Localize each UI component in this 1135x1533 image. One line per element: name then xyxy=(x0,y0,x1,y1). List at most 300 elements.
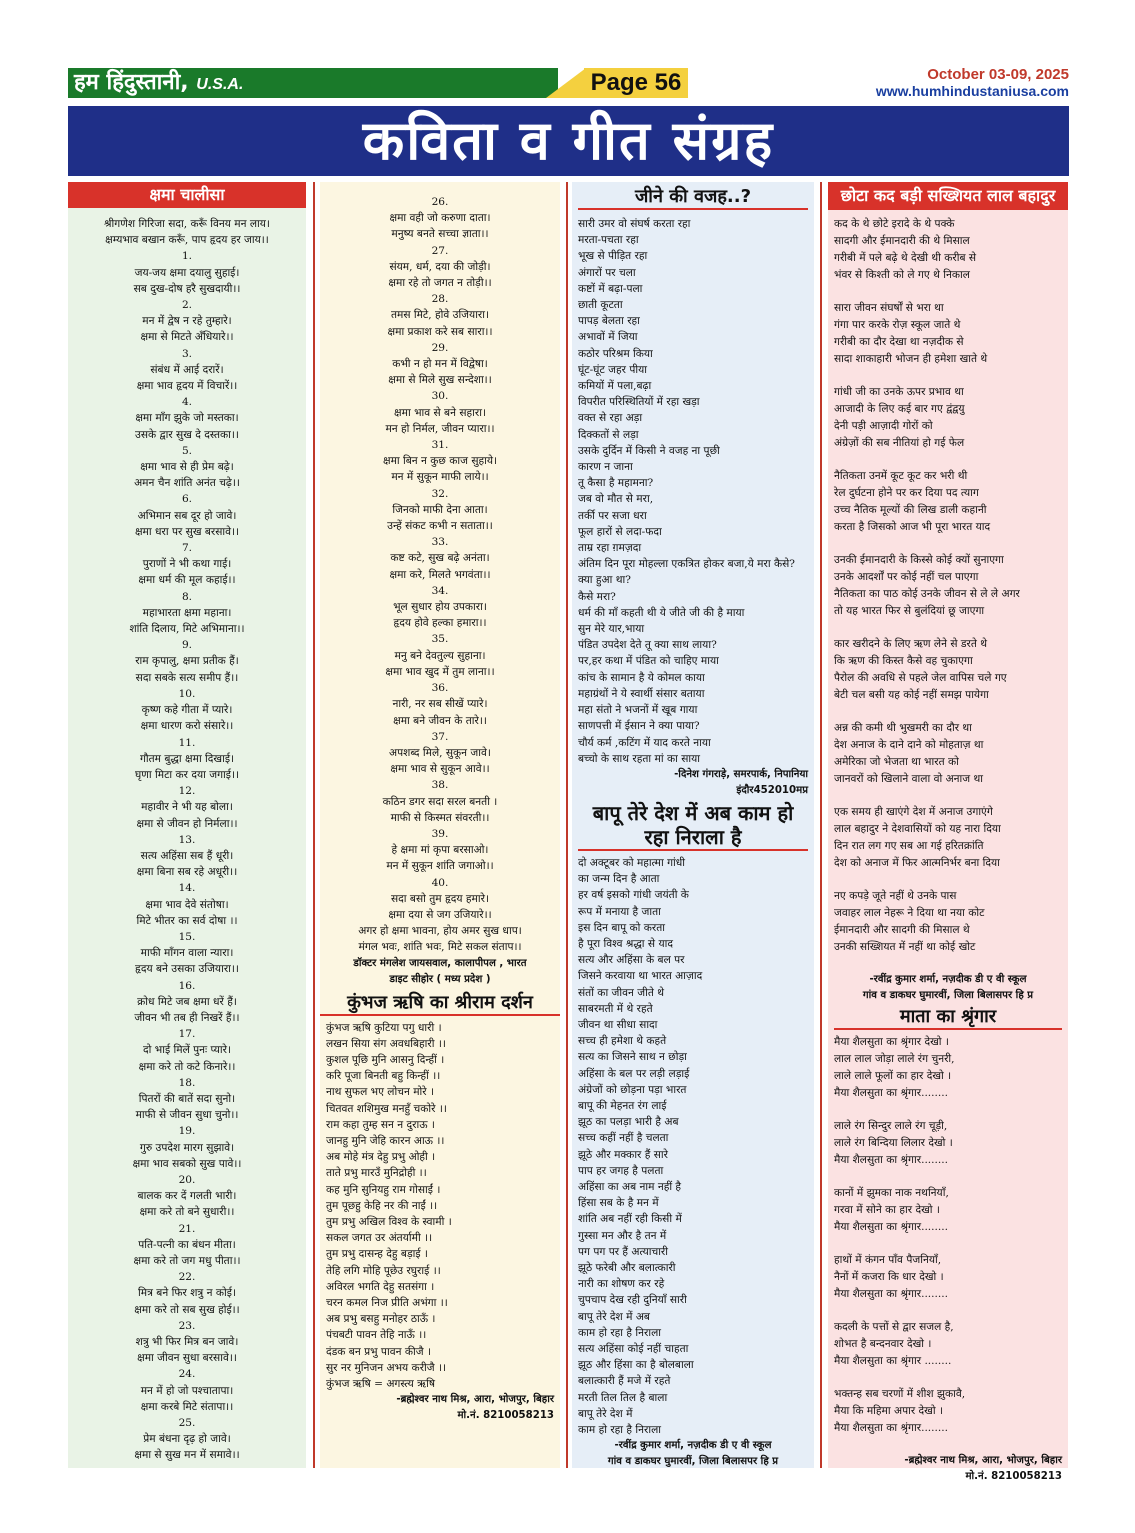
poem-line: संतों का जीवन जीते थे xyxy=(578,986,665,999)
poem-line: महाग्रंथों ने ये स्वार्थी संसार बताया xyxy=(578,687,705,700)
verse-line: क्षमा करे तो सब सुख होई।। xyxy=(134,1303,240,1316)
poem-intro xyxy=(68,216,306,248)
poem-line: विपरीत परिस्थितियों में रहा खड़ा xyxy=(578,396,700,409)
poem-line: अविरल भगति देहु सतसंगा । xyxy=(326,1280,435,1293)
stanza-number: 25. xyxy=(178,1417,196,1430)
poem-line: तेहि लगि मोहि पूछेउ रघुराई ।। xyxy=(326,1264,441,1277)
poem-line: कांच के सामान है ये कोमल काया xyxy=(578,671,705,684)
verse-line: श्रीगणेश गिरिजा सदा, करूँ विनय मन लाय। xyxy=(104,218,270,230)
poem-line: दो अक्टूबर को महात्मा गांधी xyxy=(578,856,686,869)
poem-title: माता का श्रृंगार xyxy=(834,1006,1062,1030)
poem-line: बच्चो के साथ रहता मां का साया xyxy=(578,752,701,765)
verse-line: माफी से जीवन सुधा चुनो।। xyxy=(135,1109,239,1122)
poem-line: छाती कूटता xyxy=(578,299,623,312)
verse-line: क्षमा माँग झुके जो मस्तका। xyxy=(135,412,239,425)
poem-line: तो यह भारत फिर से बुलंदियां छू जाएगा xyxy=(834,605,985,617)
verse-line: कष्ट कटे, सुख बढ़े अनंता। xyxy=(390,552,490,565)
poem-line: मैया शैलसुता का श्रृंगार........ xyxy=(834,1288,949,1300)
poem-lines xyxy=(572,855,814,1438)
verse-line: सत्य अहिंसा सब हैं धूरी। xyxy=(140,849,234,862)
verse-line: हृदय होवे हल्का हमारा।। xyxy=(393,617,487,630)
stanza-list xyxy=(68,248,306,1463)
verse-line: सब दुख-दोष हरै सुखदायी।। xyxy=(133,282,241,295)
stanza-number: 28. xyxy=(431,293,449,306)
verse-line: क्षमा से सुख मन में समावे।। xyxy=(134,1449,240,1462)
verse-line: जय-जय क्षमा दयालु सुहाई। xyxy=(134,266,240,279)
dateline xyxy=(876,66,1069,99)
poem-line: महा संतो ने भजनों में खूब गाया xyxy=(578,704,698,717)
poem-line: पाप हर जगह है पलता xyxy=(578,1164,664,1177)
poem-line: लाले रंग बिन्दिया लिलार देखो । xyxy=(834,1137,953,1149)
poem-line: कि ऋण की किस्त कैसे वह चुकाएगा xyxy=(834,655,973,667)
poem-credit xyxy=(572,767,814,799)
stanza xyxy=(834,720,1062,788)
stanza xyxy=(834,1386,1062,1437)
poem-line: दंडक बन प्रभु पावन कीजै । xyxy=(326,1345,431,1358)
poem-line: चुपचाप देख रही दुनियाँ सारी xyxy=(578,1294,687,1307)
verse-line: क्षमा भाव से सुकून आवे।। xyxy=(390,763,490,776)
poem-line: देनी पड़ी आज़ादी गोरों को xyxy=(834,420,933,432)
poem-line: भंवर से किश्ती को ले गए थे निकाल xyxy=(834,269,970,281)
section-title: कविता व गीत संग्रह xyxy=(362,109,775,172)
verse-line: मन में सुकून माफी लाये।। xyxy=(391,471,489,484)
stanza-number: 39. xyxy=(431,827,449,840)
page-number: Page 56 xyxy=(584,68,688,98)
poem-line: चरन कमल निज प्रीति अभंगा ।। xyxy=(326,1297,448,1309)
poem-lines xyxy=(320,1020,560,1393)
poem-line: साणपत्ती में ईसान ने क्या पाया? xyxy=(578,720,700,733)
credit-line: इंदौर452010मप्र xyxy=(736,784,808,796)
stanza xyxy=(834,1118,1062,1169)
verse-line: क्षमा से मिटते अँधियारे।। xyxy=(140,331,234,344)
poem-line: मैया शैलसुता का श्रृंगार........ xyxy=(834,1087,949,1099)
stanza xyxy=(834,552,1062,620)
verse-line: संबंध में आई दरारें। xyxy=(150,363,224,376)
verse-line: क्षमा धर्म की मूल कहाई।। xyxy=(138,574,236,587)
poem-line: कष्टों में बढ़ा-पला xyxy=(578,282,643,295)
poem-line: ताते प्रभु मारउँ मुनिद्रोही ।। xyxy=(326,1167,427,1180)
poem-line: सारी उमर वो संघर्ष करता रहा xyxy=(578,218,691,230)
verse-line: क्षमा प्रकाश करे सब सारा।। xyxy=(387,325,493,338)
poem-credit xyxy=(320,956,560,988)
verse-line: हृदय बने उसका उजियारा।। xyxy=(135,963,239,976)
stanza-list xyxy=(320,194,560,923)
credit-line: -रवींद्र कुमार शर्मा, नज़दीक डी ए वी स्कूल xyxy=(869,974,1027,985)
stanza-number: 26. xyxy=(431,196,449,208)
poem-line: घूंट-घूंट जहर पीया xyxy=(578,363,647,376)
verse-line: अभिमान सब दूर हो जावे। xyxy=(137,509,237,522)
poem-line: सादा शाकाहारी भोजन ही हमेशा खाते थे xyxy=(834,353,988,365)
poem-line: उसके दुर्दिन में किसी ने वजह ना पूछी xyxy=(578,444,720,457)
poem-line: कारण न जाना xyxy=(578,461,633,474)
poem-title: कुंभज ऋषि का श्रीराम दर्शन xyxy=(320,992,560,1016)
verse-line: कठिन डगर सदा सरल बनती । xyxy=(382,795,498,808)
verse-line: क्षमा भाव सबको सुख पावे।। xyxy=(132,1157,242,1170)
verse-line: क्षमा धरा पर सुख बरसावे।। xyxy=(134,525,240,538)
verse-line: प्रेम बंधना दृढ़ हो जावे। xyxy=(143,1433,231,1446)
verse-line: क्षम्यभाव बखान करूँ, पाप हृदय हर जाय।। xyxy=(105,234,269,247)
poem-line: झूठे और मक्कार हैं सारे xyxy=(578,1148,668,1161)
poem-line: मैया शैलसुता का श्रृंगार........ xyxy=(834,1422,949,1434)
poem-line: नैनों में कजरा कि धार देखो । xyxy=(834,1271,944,1283)
credit-line: -दिनेश गंगराड़े, समरपार्क, निपानिया xyxy=(674,768,808,780)
poem-line: सच्च ही हमेशा थे कहते xyxy=(578,1035,667,1048)
poem-line: उनकी ईमानदारी के किस्से कोई क्यों सुनाएगा xyxy=(834,554,1004,566)
stanza-number: 40. xyxy=(431,876,449,889)
verse-line: पुराणों ने भी कथा गाई। xyxy=(142,558,232,571)
poem-line: पग पग पर हैं अत्याचारी xyxy=(578,1245,669,1258)
poem-line: जवाहर लाल नेहरू ने दिया था नया कोट xyxy=(834,907,985,919)
stanza-number: 38. xyxy=(431,779,449,792)
poem-line: गरीबी में पले बढ़े थे देखी थी करीब से xyxy=(834,252,977,264)
poem-line: अंग्रेजों को छोड़ना पड़ा भारत xyxy=(578,1083,687,1096)
poem-line: कैसे मरा? xyxy=(578,590,616,603)
verse-line: संयम, धर्म, दया की जोड़ी। xyxy=(389,260,491,273)
poem-line: कुशल पूछि मुनि आसनु दिन्हीं । xyxy=(326,1053,445,1066)
stanza-number: 6. xyxy=(181,493,193,506)
stanza xyxy=(834,1034,1062,1102)
verse-line: मंगल भवः, शांति भवः, मिटे सकल संताप।। xyxy=(358,941,522,954)
poem-credit xyxy=(572,1438,814,1470)
stanza-number: 30. xyxy=(431,390,449,403)
stanza-number: 23. xyxy=(178,1319,196,1332)
poem-line: बापू की मेहनत रंग लाई xyxy=(578,1099,667,1112)
poem-line: अब प्रभु बसहु मनोहर ठाऊँ । xyxy=(326,1313,436,1326)
poem-lines xyxy=(572,216,814,767)
stanza-number: 20. xyxy=(178,1173,196,1186)
verse-line: क्षमा वही जो करुणा दाता। xyxy=(389,212,491,225)
poem-line: गरीबी का दौर देखा था नज़दीक से xyxy=(834,336,964,348)
poem-line: ताम्र रहा ग़मज़दा xyxy=(578,542,642,555)
poem-line: चौर्य कर्म ,कटिंग में याद करते नाया xyxy=(578,736,711,749)
poem-line: नैतिकता उनमें कूट कूट कर भरी थी xyxy=(834,470,968,482)
poem-line: झूठ का पलड़ा भारी है अब xyxy=(578,1116,679,1129)
poem-line: तर्की पर सजा धरा xyxy=(578,509,647,522)
newspaper-name-suffix: U.S.A. xyxy=(196,76,244,93)
poem-line: जानवरों को खिलाने वाला वो अनाज था xyxy=(834,773,984,785)
poem-line: अंग्रेज़ों की सब नीतियां हो गई फेल xyxy=(834,437,965,449)
poem-line: गुस्सा मन और है तन में xyxy=(578,1229,667,1242)
poem-line: पैरोल की अवधि से पहले जेल वापिस चले गए xyxy=(834,672,1007,684)
poem-title: जीने की वजह..? xyxy=(578,186,808,210)
poem-line: नारी का शोषण कर रहे xyxy=(578,1278,665,1291)
poem-line: कानों में झुमका नाक नथनियाँ, xyxy=(834,1187,949,1199)
poem-line: तू कैसा है महामना? xyxy=(578,477,654,490)
stanza xyxy=(834,804,1062,872)
poem-line: तुम प्रभु अखिल विश्व के स्वामी । xyxy=(326,1215,452,1228)
stanza-number: 32. xyxy=(431,487,449,500)
verse-line: गौतम बुद्धा क्षमा दिखाई। xyxy=(139,752,235,765)
poem-line: तुम प्रभु दासन्ह देहु बड़ाई । xyxy=(326,1248,428,1261)
poem-line: उनके आदर्शों पर कोई नहीं चल पाएगा xyxy=(834,571,979,583)
poem-line: गरवा में सोने का हार देखो । xyxy=(834,1204,940,1216)
poem-line: हिंसा सब के है मन में xyxy=(578,1197,659,1210)
column-divider xyxy=(566,182,568,1468)
credit-line: डाइट सीहोर ( मध्य प्रदेश ) xyxy=(389,973,491,985)
poem-line: धर्म की माँ कहती थी ये जीते जी की है माया xyxy=(578,606,745,619)
stanza-number: 27. xyxy=(431,244,449,257)
poem-line: जानहु मुनि जेहि कारन आऊ ।। xyxy=(326,1134,445,1147)
poem-line: ईमानदारी और सादगी की मिसाल थे xyxy=(834,924,970,936)
poem-line: लाले रंग सिन्दुर लाले रंग चूड़ी, xyxy=(834,1120,948,1132)
poem-line: जब वो मौत से मरा, xyxy=(578,493,654,506)
poem-line: हर वर्ष इसको गांधी जयंती के xyxy=(578,889,689,902)
stanza-number: 33. xyxy=(431,536,449,549)
issue-date: October 03-09, 2025 xyxy=(927,66,1069,83)
poem-line: मैया शैलसुता का श्रृंगार देखो । xyxy=(834,1036,949,1048)
poem-line: कद के थे छोटे इरादे के थे पक्के xyxy=(834,218,955,230)
newspaper-name xyxy=(68,68,558,98)
verse-line: माफी माँगन वाला न्यारा। xyxy=(140,947,234,960)
poem-line: अंगारों पर चला xyxy=(578,266,636,279)
credit-line: डॉक्टर मंगलेश जायसवाल, कालापीपल , भारत xyxy=(353,957,527,969)
poem-line: कह मुनि सुनियहु राम गोसाईं । xyxy=(326,1183,441,1196)
poem-line: करता है जिसको आज भी पूरा भारत याद xyxy=(834,521,991,533)
poem-line: सारा जीवन संघर्षों से भरा था xyxy=(834,302,944,314)
newspaper-name-text: हम हिंदुस्तानी, xyxy=(74,70,189,95)
poem-line: अब मोहे मंत्र देहु प्रभु ओही । xyxy=(326,1151,436,1164)
stanza-number: 15. xyxy=(178,930,196,943)
verse-line: कभी न हो मन में विद्वेषा। xyxy=(392,358,488,371)
verse-line: क्षमा जीवन सुधा बरसावे।। xyxy=(137,1352,237,1365)
verse-line: क्षमा करे तो कटे किनारे।। xyxy=(138,1060,236,1073)
stanza-number: 14. xyxy=(178,882,196,895)
verse-line: सदा बसो तुम हृदय हमारे। xyxy=(391,892,489,905)
verse-line: क्षमा से जीवन हो निर्मला।। xyxy=(136,817,238,830)
poem-line: सत्य अहिंसा कोई नहीं चाहता xyxy=(578,1343,689,1355)
poem-line: फूल हारों से लदा-फदा xyxy=(578,525,662,538)
verse-line: नारी, नर सब सीखें प्यारे। xyxy=(392,698,488,711)
poem-line: अंतिम दिन पूरा मोहल्ला एकत्रित होकर बजा,ये मरा कैसे? xyxy=(578,558,795,571)
poem-line: इस दिन बापू को करता xyxy=(578,921,666,934)
poem-line: कमियों में पला,बढ़ा xyxy=(578,380,652,393)
poem-line: झूठ और हिंसा का है बोलबाला xyxy=(578,1359,694,1372)
poem-line: रूप में मनाया है जाता xyxy=(578,905,661,918)
poem-line: वक्त से रहा अड़ा xyxy=(578,412,643,425)
credit-line: गांव व डाकघर घुमारवीं, जिला बिलासपर हि प्र xyxy=(607,1456,779,1468)
verse-line: शत्रु भी फिर मित्र बन जावे। xyxy=(135,1336,239,1349)
column-divider xyxy=(313,182,315,1468)
credit-line: मो.नं. 8210058213 xyxy=(457,1410,554,1422)
poem-line: कठोर परिश्रम किया xyxy=(578,347,653,360)
verse-line: महावीर ने भी यह बोला। xyxy=(141,801,233,814)
poem-line: बापू तेरे देश में अब xyxy=(578,1310,650,1323)
verse-line: मन में द्वेष न रहे तुम्हारे। xyxy=(142,315,232,328)
poem-closing xyxy=(320,923,560,955)
poem-line: उनकी सख्शियत में नहीं था कोई खोट xyxy=(834,941,976,953)
poem-line: अहिंसा के बल पर लड़ी लड़ाई xyxy=(578,1067,690,1080)
verse-line: जीवन भी तब ही निखरें हैं।। xyxy=(134,1011,240,1024)
poem-line: उच्च नैतिक मूल्यों की लिख डाली कहानी xyxy=(834,504,987,516)
stanza-number: 1. xyxy=(181,250,193,263)
poem-title: छोटा कद बड़ी सख्शियत लाल बहादुर xyxy=(828,182,1068,210)
stanza-number: 29. xyxy=(431,341,449,354)
poem-line: दिक्कतों से लड़ा xyxy=(578,428,639,441)
poem-line: नैतिकता का पाठ कोई उनके जीवन से ले ले अगर xyxy=(834,588,1020,600)
stanza-number: 21. xyxy=(178,1222,196,1235)
poem-credit xyxy=(828,972,1068,1004)
verse-line: सदा सबके सत्य समीप हैं।। xyxy=(135,671,239,684)
verse-line: शांति दिलाय, मिटे अभिमाना।। xyxy=(129,623,245,636)
website-link[interactable]: www.humhindustaniusa.com xyxy=(875,83,1069,99)
verse-line: गुरु उपदेश मारग सुझावे। xyxy=(139,1141,235,1154)
verse-line: मित्र बने फिर शत्रु न कोई। xyxy=(138,1287,236,1300)
stanza xyxy=(834,384,1062,452)
stanza-number: 37. xyxy=(431,730,449,743)
verse-line: घृणा मिटा कर दया जगाई।। xyxy=(134,768,240,781)
verse-line: अगर हो क्षमा भावना, होय अमर सुख धाप। xyxy=(358,925,522,938)
poem-line: राम कहा तुम्ह सन न दुराऊ । xyxy=(326,1118,435,1131)
poem-line: हाथों में कंगन पाँव पैजनियाँ, xyxy=(834,1254,942,1266)
verse-line: उन्हें संकट कभी न सताता।। xyxy=(387,520,493,533)
verse-line: माफी से किस्मत संवरती।। xyxy=(390,811,490,824)
verse-line: मन हो निर्मल, जीवन प्यारा।। xyxy=(385,422,495,435)
stanza xyxy=(834,1319,1062,1370)
credit-line: -ब्रह्मेश्वर नाथ मिश्र, आरा, भोजपुर, बिहार xyxy=(904,1455,1062,1466)
stanza-number: 5. xyxy=(181,444,193,457)
stanza xyxy=(834,300,1062,368)
poem-line: गांधी जी का उनके ऊपर प्रभाव था xyxy=(834,386,964,398)
stanza xyxy=(834,888,1062,956)
credit-line: मो.नं. 8210058213 xyxy=(965,1471,1062,1482)
verse-line: राम कृपालु, क्षमा प्रतीक हैं। xyxy=(135,655,239,668)
poem-stanzas xyxy=(828,1034,1068,1453)
stanza-number: 4. xyxy=(181,396,193,409)
column-jeene-ki-vajah xyxy=(572,182,814,1468)
poem-line: मैया शैलसुता का श्रृंगार........ xyxy=(834,1221,949,1233)
verse-line: क्षमा भाव से ही प्रेम बढ़े। xyxy=(140,461,234,474)
column-lal-bahadur xyxy=(828,182,1068,1482)
poem-line: सत्य और अहिंसा के बल पर xyxy=(578,954,685,967)
poem-credit xyxy=(828,1453,1068,1485)
stanza xyxy=(834,216,1062,284)
stanza-number: 36. xyxy=(431,682,449,695)
verse-line: क्षमा बिन न कुछ काज सुहाये। xyxy=(382,455,498,468)
poem-line: आजादी के लिए कई बार गए द्वंद्वयु xyxy=(834,403,965,415)
verse-line: तमस मिटे, होवे उजियारा। xyxy=(390,309,490,322)
poem-line: पर,हर कथा में पंडित को चाहिए माया xyxy=(578,655,719,668)
verse-line: क्षमा रहे तो जगत न तोड़ी।। xyxy=(388,277,492,290)
credit-line: -ब्रह्मेश्वर नाथ मिश्र, आरा, भोजपुर, बिहार xyxy=(396,1394,554,1406)
verse-line: कृष्ण कहे गीता में प्यारे। xyxy=(141,704,233,717)
poem-line: एक समय ही खाएंगे देश में अनाज उगाएंगे xyxy=(834,806,993,818)
poem-line: देश को अनाज में फिर आत्मनिर्भर बना दिया xyxy=(834,857,1000,869)
stanza-number: 17. xyxy=(178,1028,196,1041)
poem-line: सकल जगत उर अंतर्यामी ।। xyxy=(326,1232,433,1245)
column-divider xyxy=(820,182,822,1468)
verse-line: मन में हो जो पश्चातापा। xyxy=(140,1384,234,1397)
poem-line: अमेरिका जो भेजता था भारत को xyxy=(834,756,959,768)
poem-line: पंडित उपदेश देते तू क्या साथ लाया? xyxy=(578,639,717,652)
verse-line: क्षमा दया से जग उजियारे।। xyxy=(388,908,492,921)
credit-line: -रवींद्र कुमार शर्मा, नज़दीक डी ए वी स्कूल xyxy=(614,1440,772,1452)
column-kshama-chalisa xyxy=(68,182,306,1468)
poem-line: चितवत शशिमुख मनहुँ चकोरे ।। xyxy=(326,1102,447,1115)
masthead-divider-shape xyxy=(546,68,586,98)
stanza-number: 7. xyxy=(181,542,193,555)
poem-line: शांति अब नहीं रही किसी में xyxy=(578,1213,682,1226)
verse-line: क्षमा धारण करो संसारे।। xyxy=(140,720,234,733)
poem-line: कुंभज ऋषि कुटिया पगु धारी । xyxy=(326,1021,442,1034)
verse-line: महाभारता क्षमा महाना। xyxy=(142,606,232,619)
masthead xyxy=(68,68,688,98)
poem-line: जीवन था सीधा सादा xyxy=(578,1018,658,1031)
stanza-number: 34. xyxy=(431,584,449,597)
section-banner xyxy=(68,106,1069,176)
poem-line: मैया शैलसुता का श्रृंगार ........ xyxy=(834,1355,952,1367)
verse-line: पितरों की बातें सदा सुनो। xyxy=(138,1092,236,1105)
verse-line: क्षमा बिना सब रहे अधूरी।। xyxy=(136,866,238,879)
poem-line: मरता-पचता रहा xyxy=(578,234,639,247)
verse-line: अमन चैन शांति अनंत चढ़े।। xyxy=(134,477,240,490)
poem-line: पंचबटी पावन तेहि नाऊँ ।। xyxy=(326,1329,427,1342)
poem-line: क्या हुआ था? xyxy=(578,574,631,587)
poem-line: लाल बहादुर ने देशवासियों को यह नारा दिया xyxy=(834,823,1001,835)
poem-credit xyxy=(320,1392,560,1424)
poem-line: कदली के पत्तों से द्वार सजल है, xyxy=(834,1321,954,1333)
stanza-number: 31. xyxy=(431,439,449,452)
verse-line: जिनको माफी देना आता। xyxy=(392,503,488,516)
stanza xyxy=(834,636,1062,704)
verse-line: क्षमा करे तो बने सुधारी।। xyxy=(139,1206,235,1219)
poem-title: बापू तेरे देश में अब काम हो रहा निराला है xyxy=(578,801,808,851)
poem-line: सत्य का जिसने साथ न छोड़ा xyxy=(578,1051,687,1064)
poem-title: क्षमा चालीसा xyxy=(68,182,306,208)
poem-line: भक्तन्ह सब चरणों में शीश झुकावै, xyxy=(834,1388,966,1400)
poem-line: का जन्म दिन है आता xyxy=(578,873,660,886)
poem-line: है पूरा विश्व श्रद्धा से याद xyxy=(578,937,673,950)
verse-line: क्षमा करे तो जग मधु पीता।। xyxy=(133,1255,241,1267)
stanza-number: 13. xyxy=(178,833,196,846)
poem-line: अन्न की कमी थी भुखमरी का दौर था xyxy=(834,722,972,734)
poem-line: नाथ सुफल भए लोचन मोरे । xyxy=(326,1086,435,1099)
stanza-number: 18. xyxy=(178,1076,196,1089)
stanza-number: 19. xyxy=(178,1125,196,1138)
stanza-number: 24. xyxy=(178,1368,196,1381)
poem-line: सुर नर मुनिजन अभय करीजै ।। xyxy=(326,1361,447,1374)
verse-line: मिटे भीतर का सर्व दोषा ।। xyxy=(136,914,238,927)
stanza-number: 2. xyxy=(181,299,193,312)
poem-line: जिसने करवाया था भारत आज़ाद xyxy=(578,970,703,983)
poem-line: देश अनाज के दाने दाने को मोहताज़ था xyxy=(834,739,984,751)
stanza xyxy=(834,1252,1062,1303)
stanza-number: 35. xyxy=(431,633,449,646)
stanza-number: 16. xyxy=(178,979,196,992)
column-kshama-continued xyxy=(320,182,560,1468)
verse-line: क्षमा करे, मिलते भगवंता।। xyxy=(389,568,491,581)
stanza-number: 11. xyxy=(178,736,196,749)
poem-line: मरती तिल तिल है बाला xyxy=(578,1391,668,1404)
poem-stanzas xyxy=(828,216,1068,972)
verse-line: दो भाई मिलें पुनः प्यारे। xyxy=(143,1044,231,1057)
verse-line: क्षमा भाव हृदय में विचारें।। xyxy=(136,380,238,393)
poem-line: दिन रात लग गए सब आ गई हरितक्रांति xyxy=(834,840,984,852)
credit-line: गांव व डाकघर घुमारवीं, जिला बिलासपर हि प्र xyxy=(862,990,1034,1001)
verse-line: बालक कर दें गलती भारी। xyxy=(137,1190,237,1203)
verse-line: क्षमा करबे मिटे संतापा।। xyxy=(140,1400,234,1413)
poem-line: सुन मेरे यार,भाया xyxy=(578,623,645,636)
verse-line: भूल सुधार होय उपकारा। xyxy=(393,601,487,614)
stanza-number: 3. xyxy=(181,347,193,360)
verse-line: क्रोध मिटे जब क्षमा धरें हैं। xyxy=(137,995,237,1008)
poem-line: बापू तेरे देश में xyxy=(578,1407,633,1420)
poem-line: लाल लाल जोड़ा लाले रंग चुनरी, xyxy=(834,1053,955,1065)
verse-line: हे क्षमा मां कृपा बरसाओ। xyxy=(391,844,489,857)
poem-line: लखन सिया संग अवधबिहारी ।। xyxy=(326,1037,446,1050)
verse-line: उसके द्वार सुख दे दस्तका।। xyxy=(135,428,239,441)
poem-line: साबरमती में थे रहते xyxy=(578,1002,653,1015)
verse-line: अपशब्द मिले, सुकून जावे। xyxy=(389,746,491,759)
